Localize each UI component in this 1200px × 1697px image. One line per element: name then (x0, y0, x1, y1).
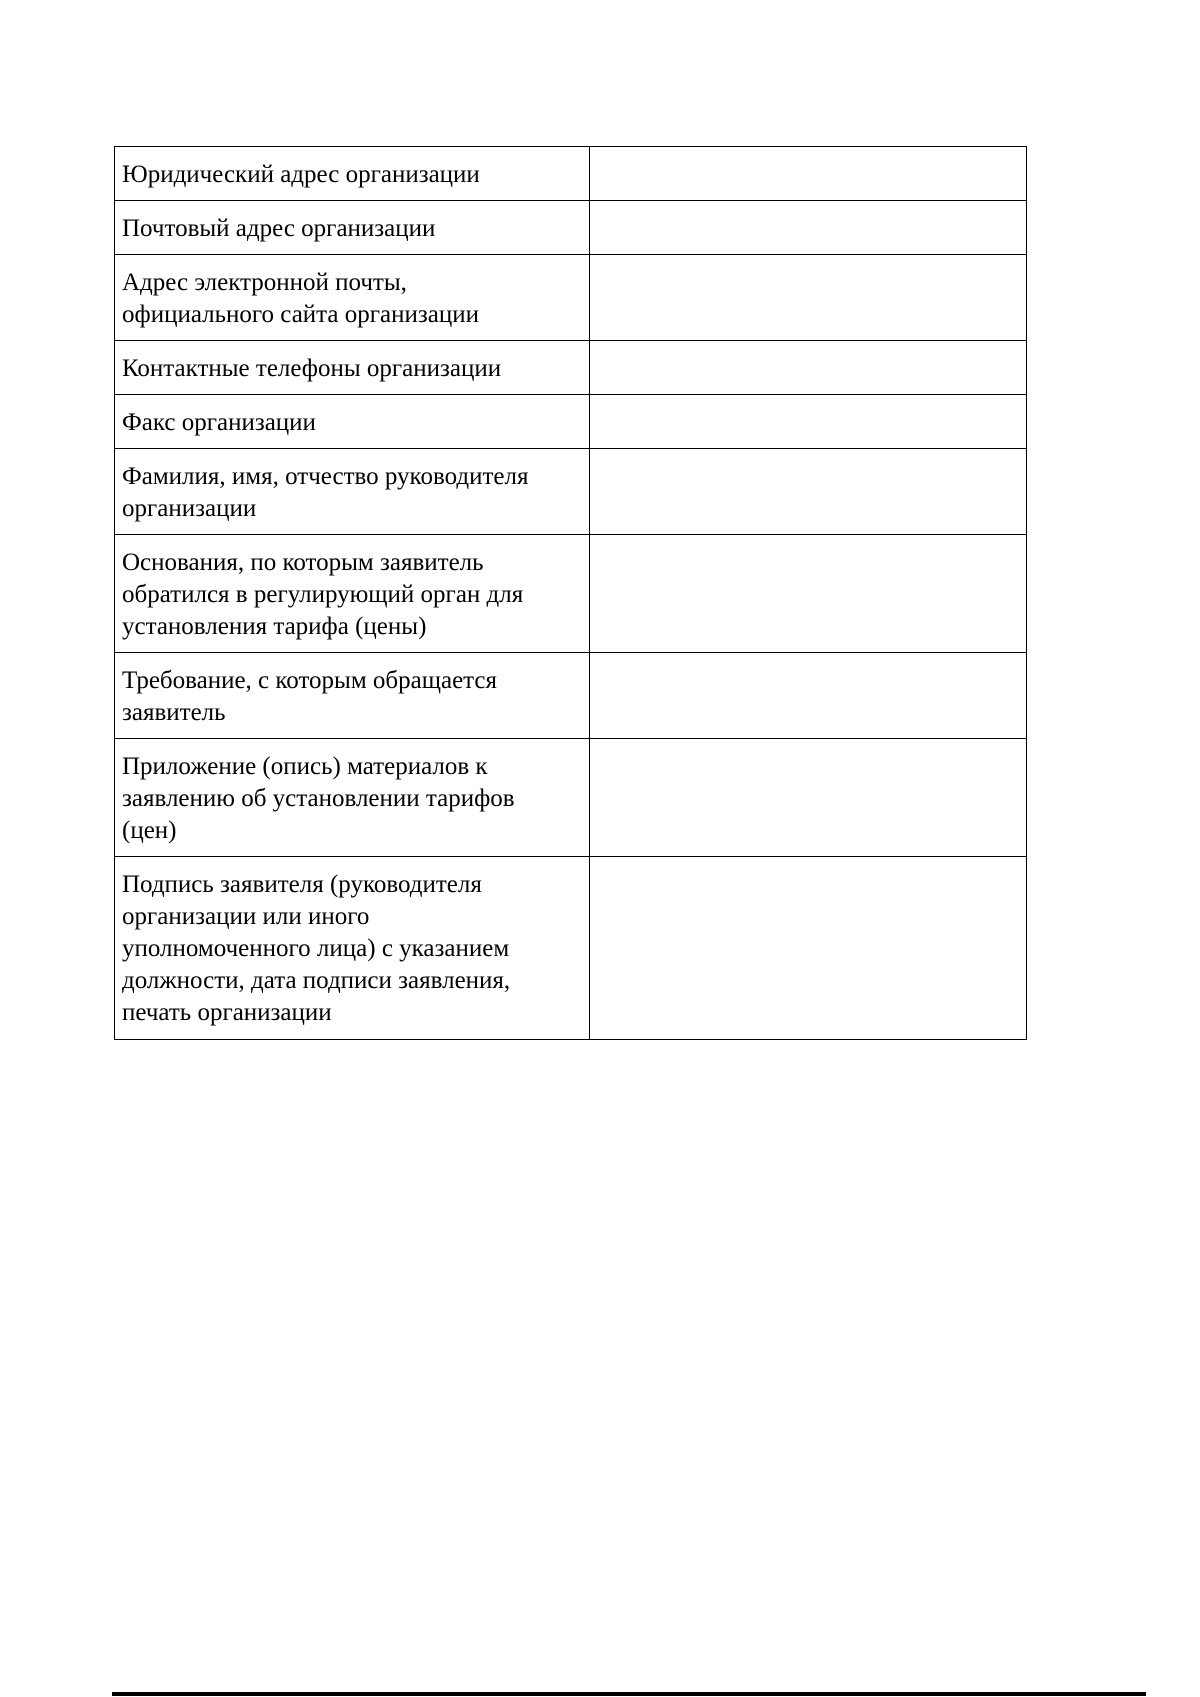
table-row (115, 535, 1027, 653)
table-row (115, 255, 1027, 341)
value-cell-director-name[interactable] (590, 449, 1027, 535)
row-label-fax: Факс организации (122, 409, 316, 436)
value-cell-legal-address[interactable] (590, 147, 1027, 201)
table-row (115, 739, 1027, 857)
label-cell (115, 201, 590, 255)
value-cell-phones[interactable] (590, 341, 1027, 395)
row-label-requirement: Требование, с которым обращается заявитель (122, 667, 497, 726)
value-cell-signature[interactable] (590, 857, 1027, 1040)
label-cell (115, 449, 590, 535)
table-row (115, 147, 1027, 201)
label-cell (115, 739, 590, 857)
footer-rule (112, 1692, 1146, 1696)
label-cell (115, 535, 590, 653)
table-row (115, 653, 1027, 739)
value-cell-requirement[interactable] (590, 653, 1027, 739)
applicant-info-table (114, 146, 1027, 1040)
label-cell (115, 341, 590, 395)
row-label-grounds: Основания, по которым заявитель обратился в регулирующий орган для установления тарифа (цены) (122, 549, 524, 640)
row-label-legal-address: Юридический адрес организации (122, 161, 480, 188)
table-row (115, 341, 1027, 395)
row-label-director-name: Фамилия, имя, отчество руководителя организации (122, 463, 529, 522)
label-cell (115, 857, 590, 1040)
value-cell-attachments[interactable] (590, 739, 1027, 857)
label-cell (115, 255, 590, 341)
value-cell-grounds[interactable] (590, 535, 1027, 653)
table-row (115, 395, 1027, 449)
row-label-signature: Подпись заявителя (руководителя организации или иного уполномоченного лица) с указанием должности, дата подписи заявления, печать организации (122, 871, 511, 1026)
row-label-email-website: Адрес электронной почты, официального сайта организации (122, 269, 479, 328)
value-cell-fax[interactable] (590, 395, 1027, 449)
row-label-attachments: Приложение (опись) материалов к заявлению об установлении тарифов (цен) (122, 753, 515, 844)
row-label-postal-address: Почтовый адрес организации (122, 215, 436, 242)
row-label-phones: Контактные телефоны организации (122, 355, 502, 382)
table-row (115, 857, 1027, 1040)
label-cell (115, 395, 590, 449)
value-cell-email-website[interactable] (590, 255, 1027, 341)
label-cell (115, 147, 590, 201)
label-cell (115, 653, 590, 739)
value-cell-postal-address[interactable] (590, 201, 1027, 255)
table-row (115, 201, 1027, 255)
table-row (115, 449, 1027, 535)
